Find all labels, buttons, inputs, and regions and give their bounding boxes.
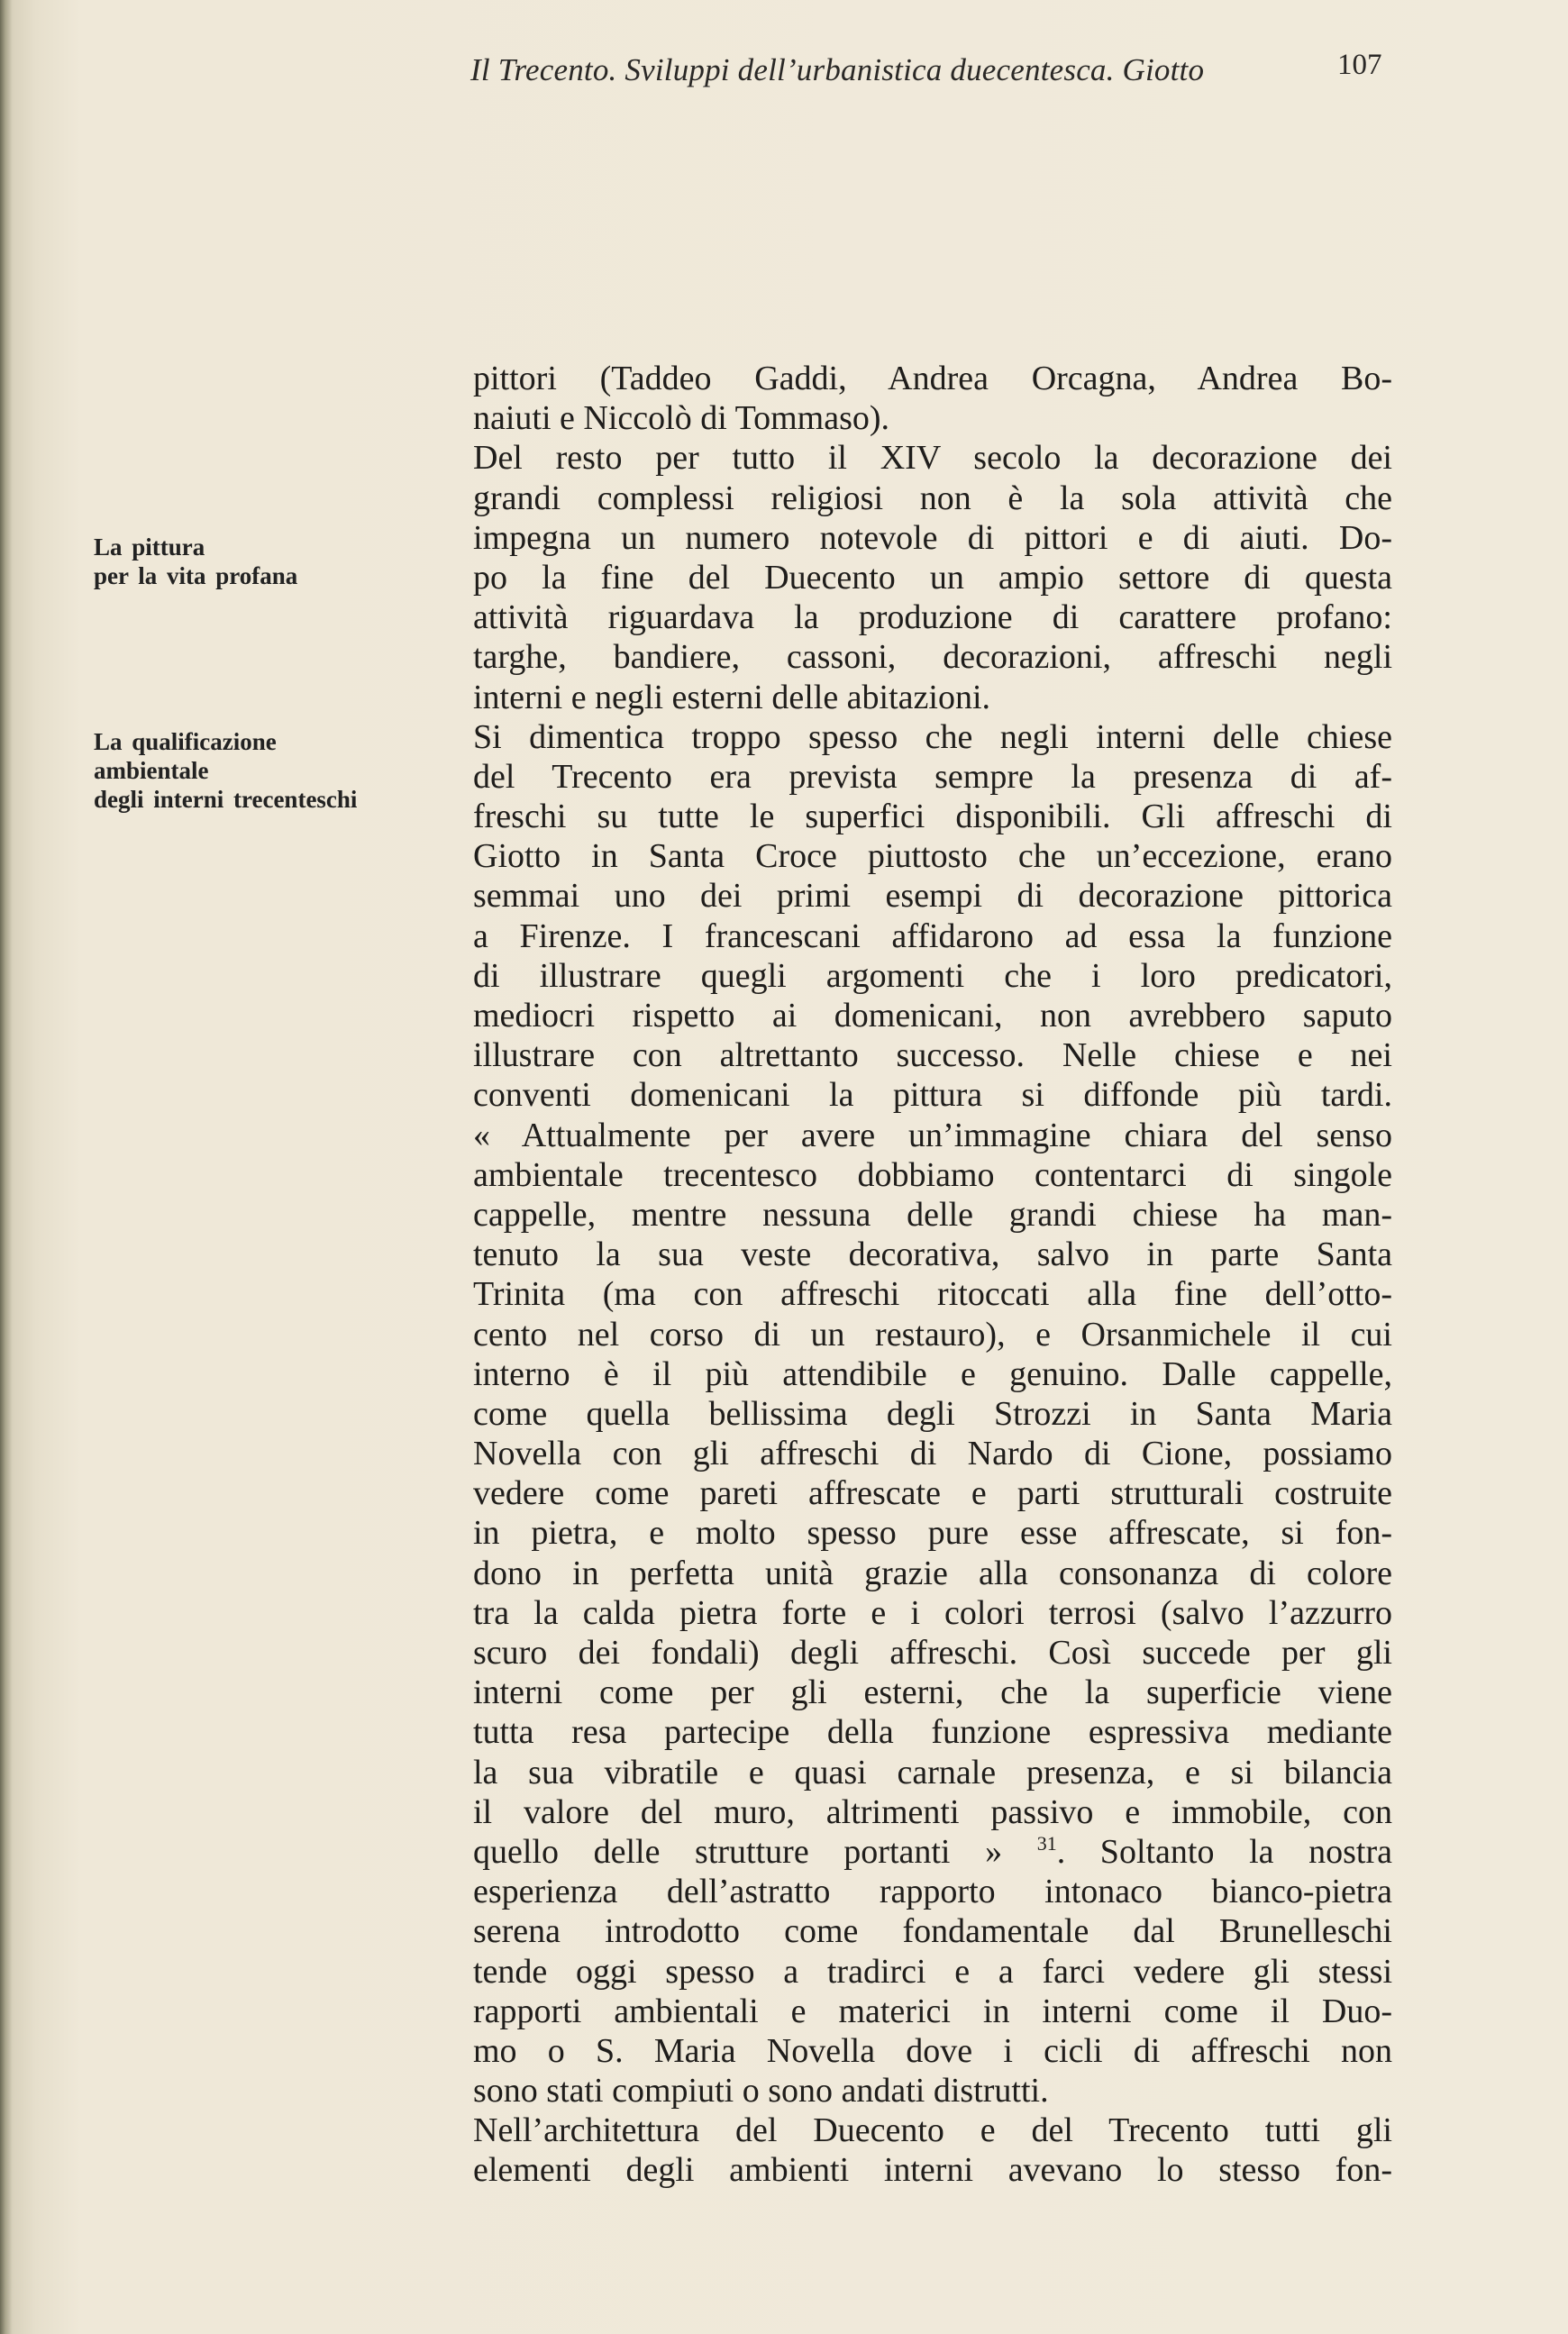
text-line: interno è il più attendibile e genuino. Dalle cappelle, (473, 1354, 1392, 1393)
sidenote-line: ambientale (94, 757, 209, 784)
sidenote-pittura-profana (94, 533, 297, 590)
text-line: conventi domenicani la pittura si diffonde più tardi. (473, 1076, 1392, 1115)
text-line: Novella con gli affreschi di Nardo di Cione, possiamo (473, 1435, 1392, 1473)
text-line: pittori (Taddeo Gaddi, Andrea Orcagna, Andrea Bo- (473, 360, 1392, 397)
text-line-with-footnote (473, 1832, 1392, 1872)
sidenote-line: degli interni trecenteschi (94, 786, 358, 813)
text-line: rapporti ambientali e materici in interni come il Duo- (473, 1992, 1392, 2030)
text-line: del Trecento era prevista sempre la presenza di af- (473, 757, 1392, 796)
text-line: tenuto la sua veste decorativa, salvo in parte Santa (473, 1235, 1392, 1274)
text-line: cappelle, mentre nessuna delle grandi chiese ha man- (473, 1195, 1392, 1234)
text-line: impegna un numero notevole di pittori e di aiuti. Do- (473, 518, 1392, 557)
body-text (473, 359, 1392, 2191)
text-line: scuro dei fondali) degli affreschi. Così succede per gli (473, 1634, 1392, 1672)
text-line: tra la calda pietra forte e i colori terrosi (salvo l’azzurro (473, 1593, 1392, 1632)
sidenote-line: per la vita profana (94, 562, 298, 589)
text-line: naiuti e Niccolò di Tommaso). (473, 399, 890, 438)
text-line: targhe, bandiere, cassoni, decorazioni, affreschi negli (473, 638, 1392, 677)
sidenote-qualificazione-ambientale (94, 727, 357, 814)
text-line: Nell’architettura del Duecento e del Trecento tutti gli (473, 2111, 1392, 2150)
text-line: il valore del muro, altrimenti passivo e immobile, con (473, 1792, 1392, 1831)
text-segment: . Soltanto la nostra (1056, 1832, 1392, 1871)
text-line: cento nel corso di un restauro), e Orsanmichele il cui (473, 1315, 1392, 1354)
text-line: elementi degli ambienti interni avevano lo stesso fon- (473, 2151, 1392, 2190)
text-line: Del resto per tutto il XIV secolo la decorazione dei (473, 439, 1392, 478)
text-line: la sua vibratile e quasi carnale presenza, e si bilancia (473, 1753, 1392, 1792)
text-line: « Attualmente per avere un’immagine chiara del senso (473, 1116, 1392, 1154)
text-line: mo o S. Maria Novella dove i cicli di affreschi non (473, 2031, 1392, 2070)
text-line: vedere come pareti affrescate e parti strutturali costruite (473, 1474, 1392, 1513)
text-line: a Firenze. I francescani affidarono ad essa la funzione (473, 916, 1392, 955)
running-header: Il Trecento. Sviluppi dell’urbanistica duecentesca. Giotto (470, 52, 1205, 87)
text-line: attività riguardava la produzione di carattere profano: (473, 598, 1392, 637)
text-line: tutta resa partecipe della funzione espressiva mediante (473, 1713, 1392, 1752)
sidenote-line: La pittura (94, 533, 205, 561)
text-line: Trinita (ma con affreschi ritoccati alla fine dell’otto- (473, 1275, 1392, 1314)
text-line: dono in perfetta unità grazie alla consonanza di colore (473, 1554, 1392, 1592)
footnote-reference[interactable]: 31 (1036, 1831, 1057, 1855)
page-number: 107 (1337, 49, 1382, 81)
text-line: interni e negli esterni delle abitazioni. (473, 678, 991, 716)
text-line: sono stati compiuti o sono andati distrutti. (473, 2072, 1049, 2111)
text-line: ambientale trecentesco dobbiamo contentarci di singole (473, 1155, 1392, 1194)
text-segment: quello delle strutture portanti » (473, 1832, 1003, 1871)
text-line: freschi su tutte le superfici disponibili. Gli affreschi di (473, 798, 1392, 836)
text-line: mediocri rispetto ai domenicani, non avrebbero saputo (473, 997, 1392, 1035)
text-line: Si dimentica troppo spesso che negli interni delle chiese (473, 717, 1392, 756)
text-line: serena introdotto come fondamentale dal Brunelleschi (473, 1912, 1392, 1951)
text-line: illustrare con altrettanto successo. Nelle chiese e nei (473, 1036, 1392, 1075)
text-line: grandi complessi religiosi non è la sola attività che (473, 479, 1392, 517)
text-line: Giotto in Santa Croce piuttosto che un’eccezione, erano (473, 837, 1392, 876)
text-line: po la fine del Duecento un ampio settore di questa (473, 558, 1392, 597)
text-line: semmai uno dei primi esempi di decorazione pittorica (473, 877, 1392, 916)
text-line: di illustrare quegli argomenti che i loro predicatori, (473, 956, 1392, 995)
text-line: interni come per gli esterni, che la superficie viene (473, 1673, 1392, 1712)
text-line: come quella bellissima degli Strozzi in Santa Maria (473, 1394, 1392, 1433)
text-line: in pietra, e molto spesso pure esse affrescate, si fon- (473, 1514, 1392, 1553)
text-line: esperienza dell’astratto rapporto intonaco bianco-pietra (473, 1873, 1392, 1911)
text-line: tende oggi spesso a tradirci e a farci vedere gli stessi (473, 1952, 1392, 1991)
sidenote-line: La qualificazione (94, 728, 277, 755)
